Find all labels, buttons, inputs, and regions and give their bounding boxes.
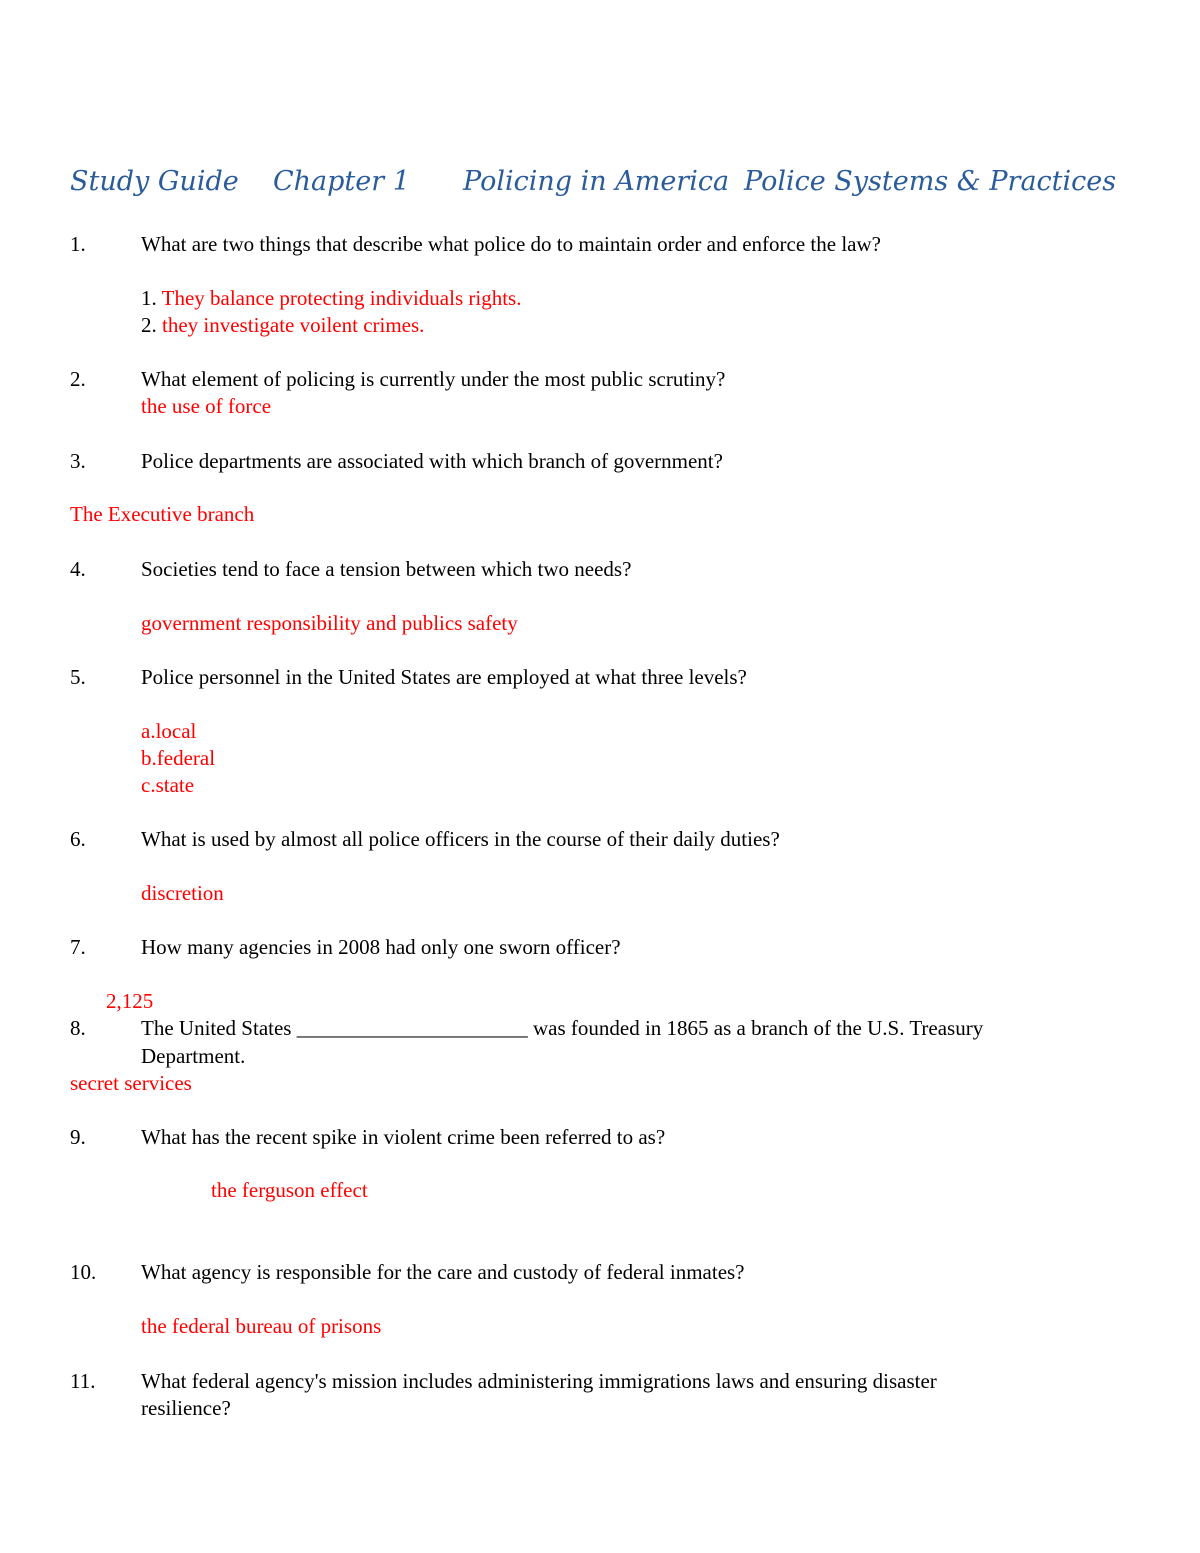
question-number: 6. bbox=[70, 827, 86, 851]
header-chapter: Chapter 1 bbox=[273, 166, 410, 197]
question-text: What element of policing is currently under the most public scrutiny? bbox=[141, 367, 726, 391]
question-text: Societies tend to face a tension between which two needs? bbox=[141, 557, 632, 581]
answer-line bbox=[141, 284, 521, 312]
answer-text: The Executive branch bbox=[70, 502, 255, 526]
answer-prefix: 1. bbox=[141, 286, 162, 310]
question-text: What agency is responsible for the care and custody of federal inmates? bbox=[141, 1260, 745, 1284]
question-number: 2. bbox=[70, 367, 86, 391]
question-number: 9. bbox=[70, 1125, 86, 1149]
question-number: 10. bbox=[70, 1260, 97, 1284]
question-number: 1. bbox=[70, 232, 86, 256]
question-text: Police personnel in the United States are employed at what three levels? bbox=[141, 665, 747, 689]
answer-text: government responsibility and publics safety bbox=[141, 611, 518, 635]
answer-prefix: 2. bbox=[141, 313, 162, 337]
answer-text: the use of force bbox=[141, 394, 272, 418]
question-text: What federal agency's mission includes administering immigrations laws and ensuring disaster bbox=[141, 1369, 937, 1393]
question-number: 11. bbox=[70, 1369, 96, 1393]
question-text: What is used by almost all police officers in the course of their daily duties? bbox=[141, 827, 780, 851]
question-text-continued: Department. bbox=[141, 1044, 246, 1068]
header-topic: Policing in America bbox=[463, 166, 730, 197]
question-number: 3. bbox=[70, 449, 86, 473]
answer-text: b.federal bbox=[141, 746, 216, 770]
question-text: What has the recent spike in violent crime been referred to as? bbox=[141, 1125, 666, 1149]
header-course: Police Systems & Practices bbox=[744, 166, 1117, 197]
question-number: 8. bbox=[70, 1016, 86, 1040]
question-number: 7. bbox=[70, 935, 86, 959]
question-number: 5. bbox=[70, 665, 86, 689]
answer-text: They balance protecting individuals rights. bbox=[161, 286, 522, 310]
question-text-continued: resilience? bbox=[141, 1396, 231, 1420]
question-text: The United States ______________________ was founded in 1865 as a branch of the U.S. Treasury bbox=[141, 1016, 984, 1040]
answer-text: the federal bureau of prisons bbox=[141, 1314, 382, 1338]
question-text: How many agencies in 2008 had only one sworn officer? bbox=[141, 935, 621, 959]
question-number: 4. bbox=[70, 557, 86, 581]
question-text: Police departments are associated with which branch of government? bbox=[141, 449, 723, 473]
answer-text: secret services bbox=[70, 1071, 192, 1095]
answer-text: they investigate voilent crimes. bbox=[162, 313, 425, 337]
answer-line bbox=[141, 311, 424, 339]
answer-text: the ferguson effect bbox=[211, 1178, 368, 1202]
answer-text: c.state bbox=[141, 773, 195, 797]
header-study-guide: Study Guide bbox=[70, 166, 239, 197]
answer-text: 2,125 bbox=[106, 989, 154, 1013]
answer-text: a.local bbox=[141, 719, 197, 743]
answer-text: discretion bbox=[141, 881, 224, 905]
question-text: What are two things that describe what police do to maintain order and enforce the law? bbox=[141, 232, 881, 256]
